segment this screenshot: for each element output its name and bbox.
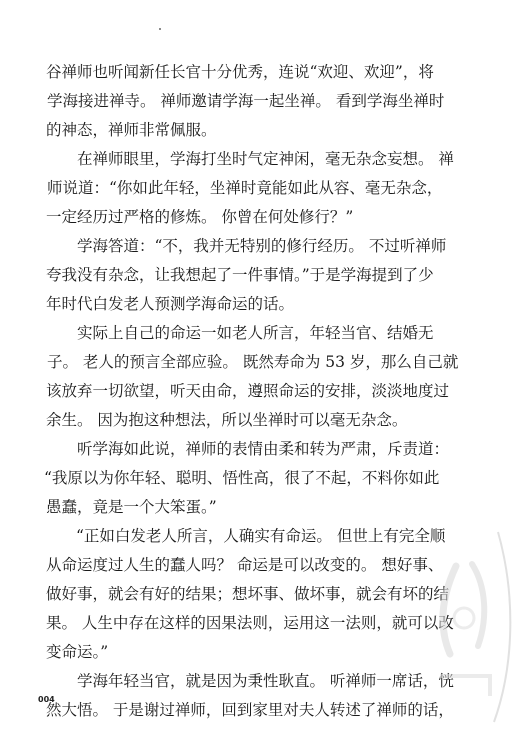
text-line: 余生。 因为抱这种想法，所以坐禅时可以毫无杂念。	[46, 411, 408, 429]
text-line: 一定经历过严格的修炼。 你曾在何处修行？”	[46, 208, 354, 226]
text-line: 学海答道：“不，我并无特别的修行经历。 不过听禅师	[77, 237, 447, 255]
text-line: 实际上自己的命运一如老人所言，年轻当官、结婚无	[77, 324, 434, 342]
scan-speck	[159, 28, 161, 30]
text-line: 果。 人生中存在这样的因果法则，运用这一法则，就可以改	[46, 614, 454, 632]
text-line: 师说道：“你如此年轻，坐禅时竟能如此从容、毫无杂念，	[47, 179, 443, 197]
watermark-seal-icon	[398, 526, 518, 726]
text-line: 年时代白发老人预测学海命运的话。	[46, 295, 295, 313]
text-line: 的神态，禅师非常佩服。	[46, 121, 217, 139]
text-line: 学海接进禅寺。 禅师邀请学海一起坐禅。 看到学海坐禅时	[47, 92, 445, 110]
text-line: 从命运度过人生的蠢人吗？ 命运是可以改变的。 想好事、	[46, 556, 444, 574]
page-number: 004	[38, 695, 55, 704]
text-line: 谷禅师也听闻新任长官十分优秀，连说“欢迎、欢迎”，将	[46, 63, 434, 81]
text-line: 听学海如此说，禅师的表情由柔和转为严肃，斥责道：	[77, 440, 450, 458]
text-line: 夸我没有杂念，让我想起了一件事情。”于是学海提到了少	[46, 266, 434, 284]
text-line: 愚蠢，竟是一个大笨蛋。”	[46, 498, 217, 516]
text-line: “我原以为你年轻、聪明、悟性高，很了不起，不料你如此	[44, 469, 440, 487]
text-line: 在禅师眼里，学海打坐时气定神闲，毫无杂念妄想。 禅	[77, 150, 454, 168]
text-line: 子。 老人的预言全部应验。 既然寿命为 53 岁，那么自己就	[47, 353, 459, 371]
text-line: 做好事，就会有好的结果；想坏事、做坏事，就会有坏的结	[46, 585, 450, 603]
text-line: “正如白发老人所言，人确实有命运。 但世上有完全顺	[76, 527, 446, 545]
text-line: 然大悟。 于是谢过禅师，回到家里对夫人转述了禅师的话，	[46, 701, 454, 719]
text-line: 学海年轻当官，就是因为秉性耿直。 听禅师一席话，恍	[77, 672, 454, 690]
text-line: 变命运。”	[46, 643, 109, 661]
text-line: 该放弃一切欲望，听天由命，遵照命运的安排，淡淡地度过	[46, 382, 450, 400]
